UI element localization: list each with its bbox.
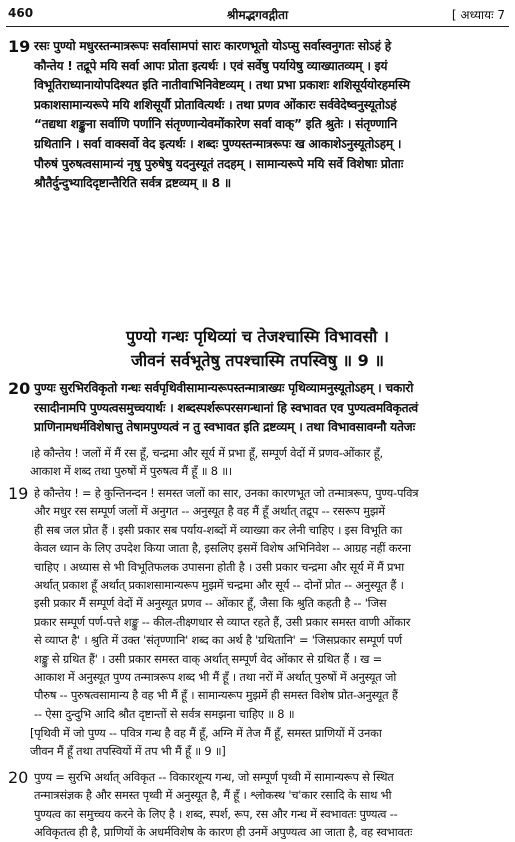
header-rule <box>6 26 509 27</box>
sanskrit-commentary-20 <box>8 379 507 438</box>
sanskrit-commentary-19 <box>8 37 507 194</box>
book-title: श्रीमद्भगवद्गीता <box>226 8 289 22</box>
chapter-label: [ अध्यायः 7 <box>451 8 505 22</box>
hindi-commentary-text: पुण्य = सुरभि अर्थात् अविकृत -- विकारशून्य गन्ध, जो सम्पूर्ण पृथ्वी में सामान्यरूप से स्थित तन्मात्रसंज्ञक है और समस्त पृथ्वी में अनुस्यूत है, मैं हूँ । श्लोकस्थ 'च'कार रसादि के साथ भी पुण्यत्व का समुच्चय करने के लिए है । शब्द, स्पर्श, रूप, रस और गन्ध में स्वभावतः पुण्यत्व -- अविकृतत्व ही है, प्राणियों के अधर्मविशेष के कारण ही उनमें अपुण्यत्व आ जाता है, वह स्वभावतः <box>34 770 413 840</box>
paragraph-number: 19 <box>8 484 29 503</box>
page-number: 460 <box>8 6 34 20</box>
paragraph-number: 20 <box>8 379 31 398</box>
sanskrit-commentary-text: पुण्यः सुरभिरविकृतो गन्धः सर्वपृथिवीसामान्यरूपस्तन्मात्राख्यः पृथिव्यामनुस्यूतोऽहम् । चकारो रसादीनामपि पुण्यत्वसमुच्चयार्थः । शब्दस्पर्शरूपरसगन्धानां हि स्वभावत एव पुण्यत्वमविकृतत्वं प्राणिनामधर्मविशेषात्तु तेषामपुण्यत्वं न तु स्वभावत इति द्रष्टव्यम् । तथा विभावसावग्नौ यतेजः <box>34 381 418 435</box>
paragraph-number: 20 <box>8 768 29 787</box>
sanskrit-commentary-text: रसः पुण्यो मधुरस्तन्मात्ररूपः सर्वासामपां सारः कारणभूतो योऽप्सु सर्वास्वनुगतः सोऽहं हे कौन्तेय ! तद्रूपे मयि सर्वा आपः प्रोता इत्यर्थः । एवं सर्वेषु पर्यायेषु व्याख्यातव्यम् । इयं विभूतिराध्यानायोपदिश्यत इति नातीवाभिनिवेष्टव्यम् । तथा प्रभा प्रकाशः शशिसूर्ययोरहमस्मि प्रकाशसामान्यरूपे मयि शशिसूर्यौ प्रोतावित्यर्थः । तथा प्रणव ओंकारः सर्ववेदेष्वनुस्यूतोऽहं “तद्यथा शङ्कुना सर्वाणि पर्णानि संतृण्णान्येवमोंकारेण सर्वा वाक्” इति श्रुतेः । संतृण्णानि ग्रथितानि । सर्वा वाक्सर्वो वेद इत्यर्थः । शब्दः पुण्यस्तन्मात्ररूपः ख आकाशेऽनुस्यूतोऽहम् । पौरुषं पुरुषत्वसामान्यं नृषु पुरुषेषु यदनुस्यूतं तदहम् । सामान्यरूपे मयि सर्वे विशेषाः प्रोताः श्रौतैर्दुन्दुभ्यादिदृष्टान्तैरिति सर्वत्र द्रष्टव्यम् ॥ 8 ॥ <box>34 39 410 191</box>
hindi-commentary-20 <box>8 768 507 842</box>
hindi-translation-verse-8: ।हे कौन्तेय ! जलों में मैं रस हूँ, चन्द्रमा और सूर्य में प्रभा हूँ, सम्पूर्ण वेदों में प्रणव-ओंकार हूँ, आकाश में शब्द तथा पुरुषों में पुरुषत्व मैं हूँ ॥ 8 ॥। <box>30 446 383 479</box>
hindi-commentary-text: हे कौन्तेय ! = हे कुन्तिनन्दन ! समस्त जलों का सार, उनका कारणभूत जो तन्मात्ररूप, पुण्य-पवित्र और मधुर रस सम्पूर्ण जलों में अनुगत -- अनुस्यूत है वह मैं हूँ अर्थात् तद्रूप -- रसरूप मुझमें ही सब जल प्रोत हैं । इसी प्रकार सब पर्याय-शब्दों में व्याख्या कर लेनी चाहिए । इस विभूति का केवल ध्यान के लिए उपदेश किया जाता है, इसलिए इसमें विशेष अभिनिवेश -- आग्रह नहीं करना चाहिए । अध्यास से भी विभूतिफलक उपासना होती है । उसी प्रकार चन्द्रमा और सूर्य में मैं प्रभा अर्थात् प्रकाश हूँ अर्थात् प्रकाशसामान्यरूप मुझमें चन्द्रमा और सूर्य -- दोनों प्रोत -- अनुस्यूत हैं । इसी प्रकार मैं सम्पूर्ण वेदों में अनुस्यूत प्रणव -- ओंकार हूँ, जैसा कि श्रुति कहती है -- 'जिस प्रकार सम्पूर्ण पर्ण-पत्ते शङ्कु -- कील-तीक्ष्णधार से व्याप्त रहते हैं, उसी प्रकार समस्त वाणी ओंकार से व्याप्त है' । श्रुति में उक्त 'संतृण्णानि' शब्द का अर्थ है 'ग्रथितानि' = 'जिसप्रकार सम्पूर्ण पर्ण शङ्कु से ग्रथित हैं' । उसी प्रकार समस्त वाक् अर्थात् सम्पूर्ण वेद ओंकार से ग्रथित हैं । ख = आकाश में अनुस्यूत पुण्य तन्मात्ररूप शब्द भी मैं हूँ । तथा नरों में अर्थात् पुरुषों में अनुस्यूत जो पौरुष -- पुरुषत्वसामान्य है वह भी मैं हूँ । सामान्यरूप मुझमें ही समस्त विशेष प्रोत-अनुस्यूत हैं -- ऐसा दुन्दुभि आदि श्रौत दृष्टान्तों से सर्वत्र समझना चाहिए ॥ 8 ॥ <box>34 486 419 721</box>
hindi-translation-verse-9: [पृथिवी में जो पुण्य -- पवित्र गन्ध है वह मैं हूँ, अग्नि में तेज मैं हूँ, समस्त प्राणियों में उनका जीवन मैं हूँ तथा तपस्वियों में तप भी मैं हूँ ॥ 9 ॥] <box>30 726 382 759</box>
paragraph-number: 19 <box>8 37 31 56</box>
page-header <box>0 4 515 24</box>
hindi-commentary-19 <box>8 484 507 723</box>
verse-9: पुण्यो गन्धः पृथिव्यां च तेजश्चास्मि विभावसौ । जीवनं सर्वभूतेषु तपश्चास्मि तपस्विषु ॥ 9 ॥ <box>126 327 389 370</box>
